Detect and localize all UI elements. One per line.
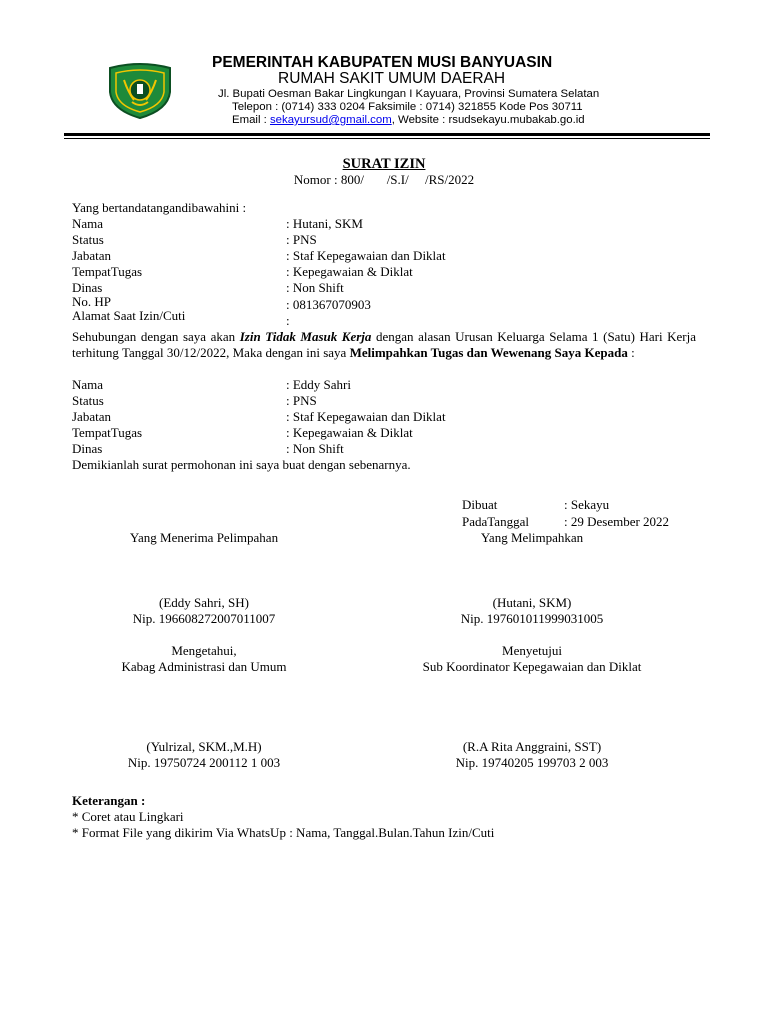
paragraph-text-2: dengan alasan Urusan Keluarga Selama 1 (Satu) Hari Kerja terhitung Tanggal 30/12/2022, Maka dengan ini saya	[72, 329, 696, 361]
applicant-address-value: :	[286, 313, 290, 328]
delegation-paragraph	[72, 329, 696, 361]
made-at-value: : Sekayu	[564, 497, 610, 512]
delegate-position-label: Jabatan	[72, 409, 111, 424]
intro-text: Yang bertandatangandibawahini :	[72, 200, 247, 215]
paragraph-italic: Izin Tidak Masuk Kerja	[239, 329, 372, 344]
date-label: PadaTanggal	[462, 514, 529, 529]
delegate-shift-label: Dinas	[72, 441, 103, 456]
website-text: , Website : rsudsekayu.mubakab.go.id	[391, 114, 585, 126]
letterhead-address: Jl. Bupati Oesman Bakar Lingkungan I Kayuara, Provinsi Sumatera Selatan	[218, 88, 600, 100]
delegator-signature-name: (Hutani, SKM)	[492, 595, 572, 610]
applicant-address-label: Alamat Saat Izin/Cuti	[72, 308, 186, 323]
paragraph-text-1: Sehubungan dengan saya akan	[72, 329, 240, 344]
kabag-nip: Nip. 19750724 200112 1 003	[127, 755, 281, 770]
document-title: SURAT IZIN	[342, 156, 426, 172]
paragraph-text-3: :	[627, 345, 635, 361]
applicant-status-label: Status	[72, 232, 104, 247]
delegate-name-label: Nama	[72, 377, 104, 392]
email-prefix: Email :	[232, 114, 270, 126]
letterhead-rule-thick	[64, 133, 710, 136]
delegate-status-value: : PNS	[286, 393, 317, 408]
delegate-shift-value: : Non Shift	[286, 441, 344, 456]
letterhead-hospital: RUMAH SAKIT UMUM DAERAH	[278, 70, 506, 87]
applicant-workplace-value: : Kepegawaian & Diklat	[286, 264, 413, 279]
applicant-position-value: : Staf Kepegawaian dan Diklat	[286, 248, 446, 263]
delegate-workplace-value: : Kepegawaian & Diklat	[286, 425, 413, 440]
recipient-nip: Nip. 196608272007011007	[132, 611, 276, 626]
applicant-workplace-label: TempatTugas	[72, 264, 143, 279]
applicant-phone-value: : 081367070903	[286, 297, 371, 312]
delegate-workplace-label: TempatTugas	[72, 425, 143, 440]
applicant-shift-label: Dinas	[72, 280, 103, 295]
delegator-role: Yang Melimpahkan	[480, 530, 584, 545]
delegate-position-value: : Staf Kepegawaian dan Diklat	[286, 409, 446, 424]
email-link[interactable]: sekayursud@gmail.com	[269, 114, 392, 126]
applicant-position-label: Jabatan	[72, 248, 111, 263]
notes-item: * Format File yang dikirim Via WhatsUp : Nama, Tanggal.Bulan.Tahun Izin/Cuti	[72, 825, 495, 840]
closing-statement: Demikianlah surat permohonan ini saya buat dengan sebenarnya.	[72, 457, 411, 472]
date-value: : 29 Desember 2022	[564, 514, 670, 529]
notes-heading: Keterangan :	[72, 793, 146, 808]
letterhead-phone: Telepon : (0714) 333 0204 Faksimile : 0714) 321855 Kode Pos 30711	[232, 101, 583, 113]
applicant-phone-label: No. HP	[72, 294, 112, 309]
recipient-role: Yang Menerima Pelimpahan	[129, 530, 279, 545]
government-logo	[104, 62, 176, 120]
applicant-shift-value: : Non Shift	[286, 280, 344, 295]
kabag-signature-name: (Yulrizal, SKM.,M.H)	[146, 739, 262, 754]
approved-label: Menyetujui	[502, 643, 562, 658]
letterhead-government: PEMERINTAH KABUPATEN MUSI BANYUASIN	[212, 54, 553, 71]
applicant-status-value: : PNS	[286, 232, 317, 247]
recipient-signature-name: (Eddy Sahri, SH)	[159, 595, 249, 610]
delegator-nip: Nip. 197601011999031005	[460, 611, 604, 626]
subkor-nip: Nip. 19740205 199703 2 003	[455, 755, 609, 770]
acknowledged-label: Mengetahui,	[171, 643, 237, 658]
applicant-name-label: Nama	[72, 216, 104, 231]
notes-item: * Coret atau Lingkari	[72, 809, 184, 824]
document-number: Nomor : 800/ /S.I/ /RS/2022	[293, 172, 475, 187]
delegate-status-label: Status	[72, 393, 104, 408]
delegate-name-value: : Eddy Sahri	[286, 377, 351, 392]
applicant-name-value: : Hutani, SKM	[286, 216, 363, 231]
paragraph-bold: Melimpahkan Tugas dan Wewenang Saya Kepada	[349, 345, 628, 361]
acknowledged-role: Kabag Administrasi dan Umum	[121, 659, 287, 674]
made-at-label: Dibuat	[462, 497, 498, 512]
subkor-signature-name: (R.A Rita Anggraini, SST)	[462, 739, 602, 754]
letterhead-rule-thin	[64, 138, 710, 139]
letterhead-contact	[232, 114, 585, 126]
approved-role: Sub Koordinator Kepegawaian dan Diklat	[422, 659, 642, 674]
